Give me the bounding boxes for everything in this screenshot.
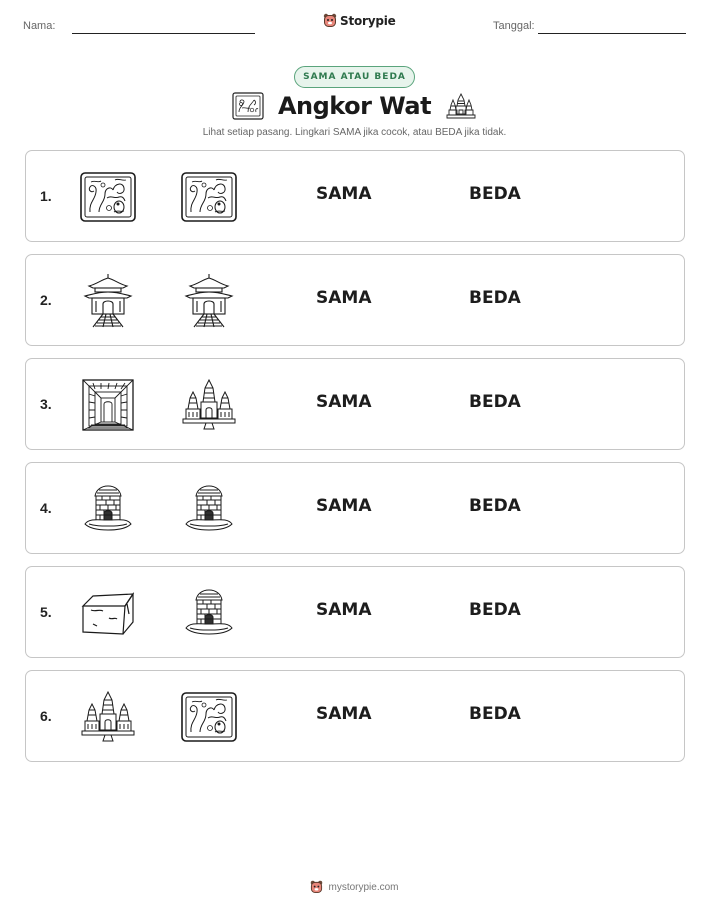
question-number: 1.	[40, 188, 52, 204]
footer	[0, 880, 709, 894]
activity-badge: SAMA ATAU BEDA	[294, 66, 415, 88]
question-row-6	[25, 670, 685, 762]
question-row-4	[25, 462, 685, 554]
round-stone-tower-icon	[180, 480, 238, 538]
temple-towers-icon	[79, 688, 137, 746]
temple-towers-icon	[445, 92, 477, 120]
brand	[323, 13, 396, 28]
storypie-bear-logo-icon	[310, 880, 323, 894]
storypie-bear-logo-icon	[323, 13, 337, 28]
name-label: Nama:	[23, 20, 56, 32]
carved-relief-panel-icon	[79, 168, 137, 226]
different-option[interactable]: BEDA	[469, 184, 521, 204]
round-stone-tower-icon	[180, 584, 238, 642]
different-option[interactable]: BEDA	[469, 496, 521, 516]
question-row-2	[25, 254, 685, 346]
same-option[interactable]: SAMA	[316, 392, 372, 412]
title-row	[0, 92, 709, 120]
date-field-line[interactable]	[538, 33, 686, 34]
page-title: Angkor Wat	[277, 92, 432, 120]
question-number: 5.	[40, 604, 52, 620]
temple-towers-icon	[180, 376, 238, 434]
different-option[interactable]: BEDA	[469, 600, 521, 620]
round-stone-tower-icon	[79, 480, 137, 538]
question-number: 6.	[40, 708, 52, 724]
name-field-line[interactable]	[72, 33, 255, 34]
different-option[interactable]: BEDA	[469, 288, 521, 308]
question-row-1	[25, 150, 685, 242]
question-number: 2.	[40, 292, 52, 308]
different-option[interactable]: BEDA	[469, 392, 521, 412]
different-option[interactable]: BEDA	[469, 704, 521, 724]
brand-name: Storypie	[340, 13, 396, 28]
carved-relief-panel-icon	[232, 92, 264, 120]
same-option[interactable]: SAMA	[316, 184, 372, 204]
stone-block-icon	[79, 584, 137, 642]
same-option[interactable]: SAMA	[316, 288, 372, 308]
pagoda-gate-icon	[79, 272, 137, 330]
carved-relief-panel-icon	[180, 168, 238, 226]
question-row-3	[25, 358, 685, 450]
instructions: Lihat setiap pasang. Lingkari SAMA jika cocok, atau BEDA jika tidak.	[202, 127, 507, 138]
same-option[interactable]: SAMA	[316, 496, 372, 516]
question-row-5	[25, 566, 685, 658]
same-option[interactable]: SAMA	[316, 600, 372, 620]
footer-url[interactable]: mystorypie.com	[328, 881, 399, 893]
carved-relief-panel-icon	[180, 688, 238, 746]
question-number: 4.	[40, 500, 52, 516]
stone-corridor-icon	[79, 376, 137, 434]
question-number: 3.	[40, 396, 52, 412]
pagoda-gate-icon	[180, 272, 238, 330]
same-option[interactable]: SAMA	[316, 704, 372, 724]
date-label: Tanggal:	[493, 20, 535, 32]
